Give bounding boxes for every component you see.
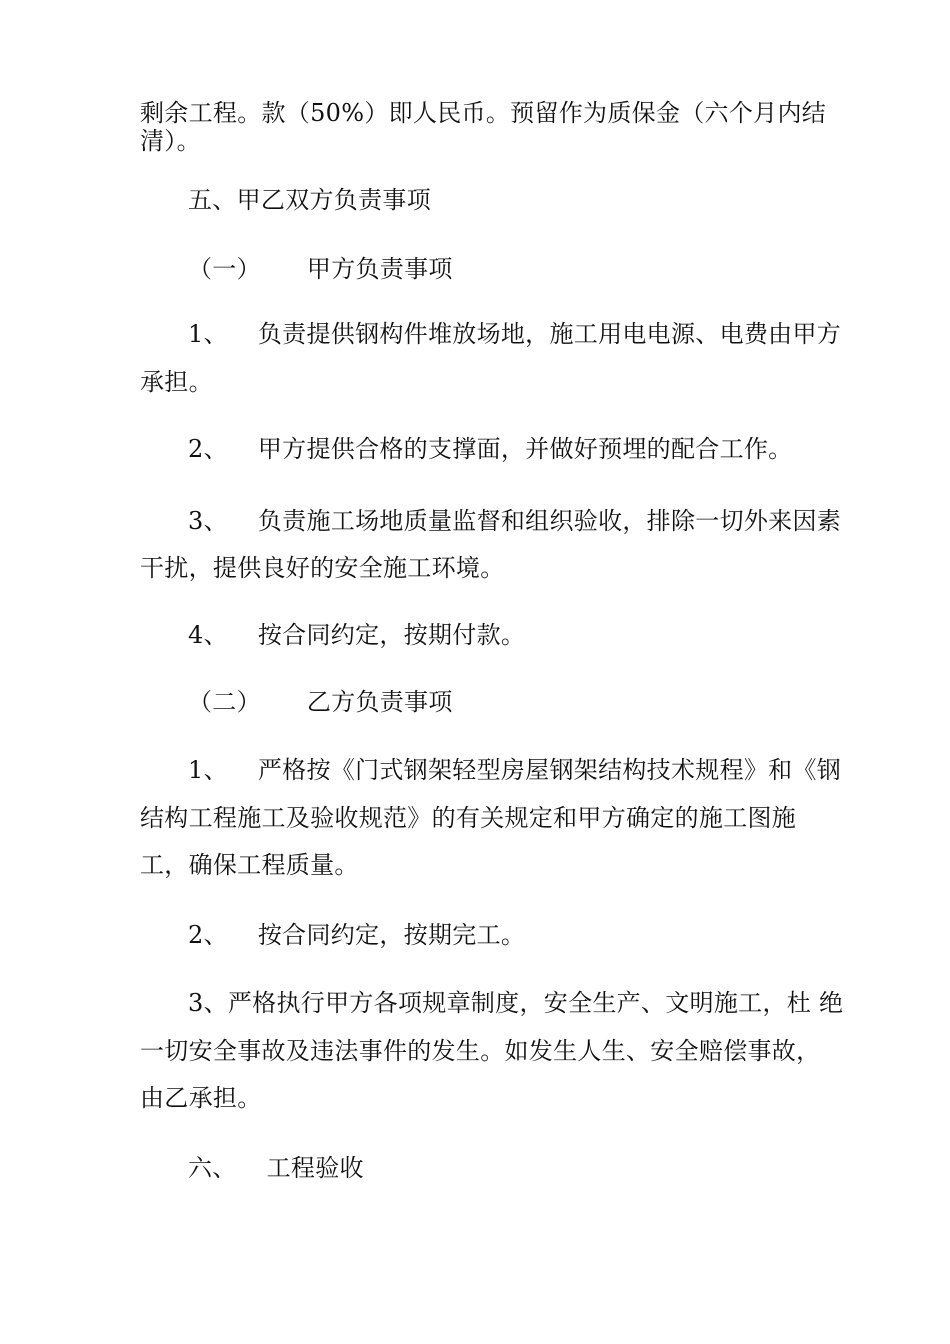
section-number: 六、 <box>188 1154 237 1182</box>
paragraph-line: 工，确保工程质量。 <box>140 851 359 879</box>
section-heading <box>188 1153 364 1183</box>
subsection-title: 甲方负责事项 <box>306 255 453 283</box>
item-text: 负责提供钢构件堆放场地，施工用电电源、电费由甲方 <box>257 320 842 348</box>
list-item <box>188 620 525 650</box>
subsection-heading <box>188 687 453 717</box>
list-item <box>188 920 525 950</box>
item-text: 按合同约定，按期完工。 <box>257 921 526 949</box>
list-item <box>188 434 792 464</box>
item-text: 按合同约定，按期付款。 <box>257 621 526 649</box>
subsection-title: 乙方负责事项 <box>306 688 453 716</box>
item-text: 甲方提供合格的支撑面，并做好预埋的配合工作。 <box>257 435 793 463</box>
paragraph-line: 承担。 <box>140 368 213 396</box>
item-number: 2、 <box>188 921 228 949</box>
paragraph-line: 剩余工程。款（50%）即人民币。预留作为质保金（六个月内结 <box>140 99 827 127</box>
paragraph-line: 由乙承担。 <box>140 1084 262 1112</box>
item-text: 严格按《门式钢架轻型房屋钢架结构技术规程》和《钢 <box>257 756 842 784</box>
item-number: 1、 <box>188 756 228 784</box>
list-item <box>188 319 841 349</box>
paragraph-line: 结构工程施工及验收规范》的有关规定和甲方确定的施工图施 <box>140 804 797 832</box>
list-item: 3、严格执行甲方各项规章制度，安全生产、文明施工，杜 绝 <box>188 989 844 1017</box>
paragraph-line: 清）。 <box>140 127 201 155</box>
list-item <box>188 755 841 785</box>
item-number: 3、 <box>188 507 228 535</box>
section-heading: 五、甲乙双方负责事项 <box>188 186 431 214</box>
paragraph-line: 一切安全事故及违法事件的发生。如发生人生、安全赔偿事故， <box>140 1037 821 1065</box>
item-number: 4、 <box>188 621 228 649</box>
section-title: 工程验收 <box>266 1154 364 1182</box>
subsection-number: （一） <box>188 255 261 283</box>
subsection-number: （二） <box>188 688 261 716</box>
list-item <box>188 506 841 536</box>
item-number: 2、 <box>188 435 228 463</box>
item-number: 1、 <box>188 320 228 348</box>
item-text: 负责施工场地质量监督和组织验收，排除一切外来因素 <box>257 507 842 535</box>
subsection-heading <box>188 254 453 284</box>
paragraph-line: 干扰，提供良好的安全施工环境。 <box>140 554 505 582</box>
